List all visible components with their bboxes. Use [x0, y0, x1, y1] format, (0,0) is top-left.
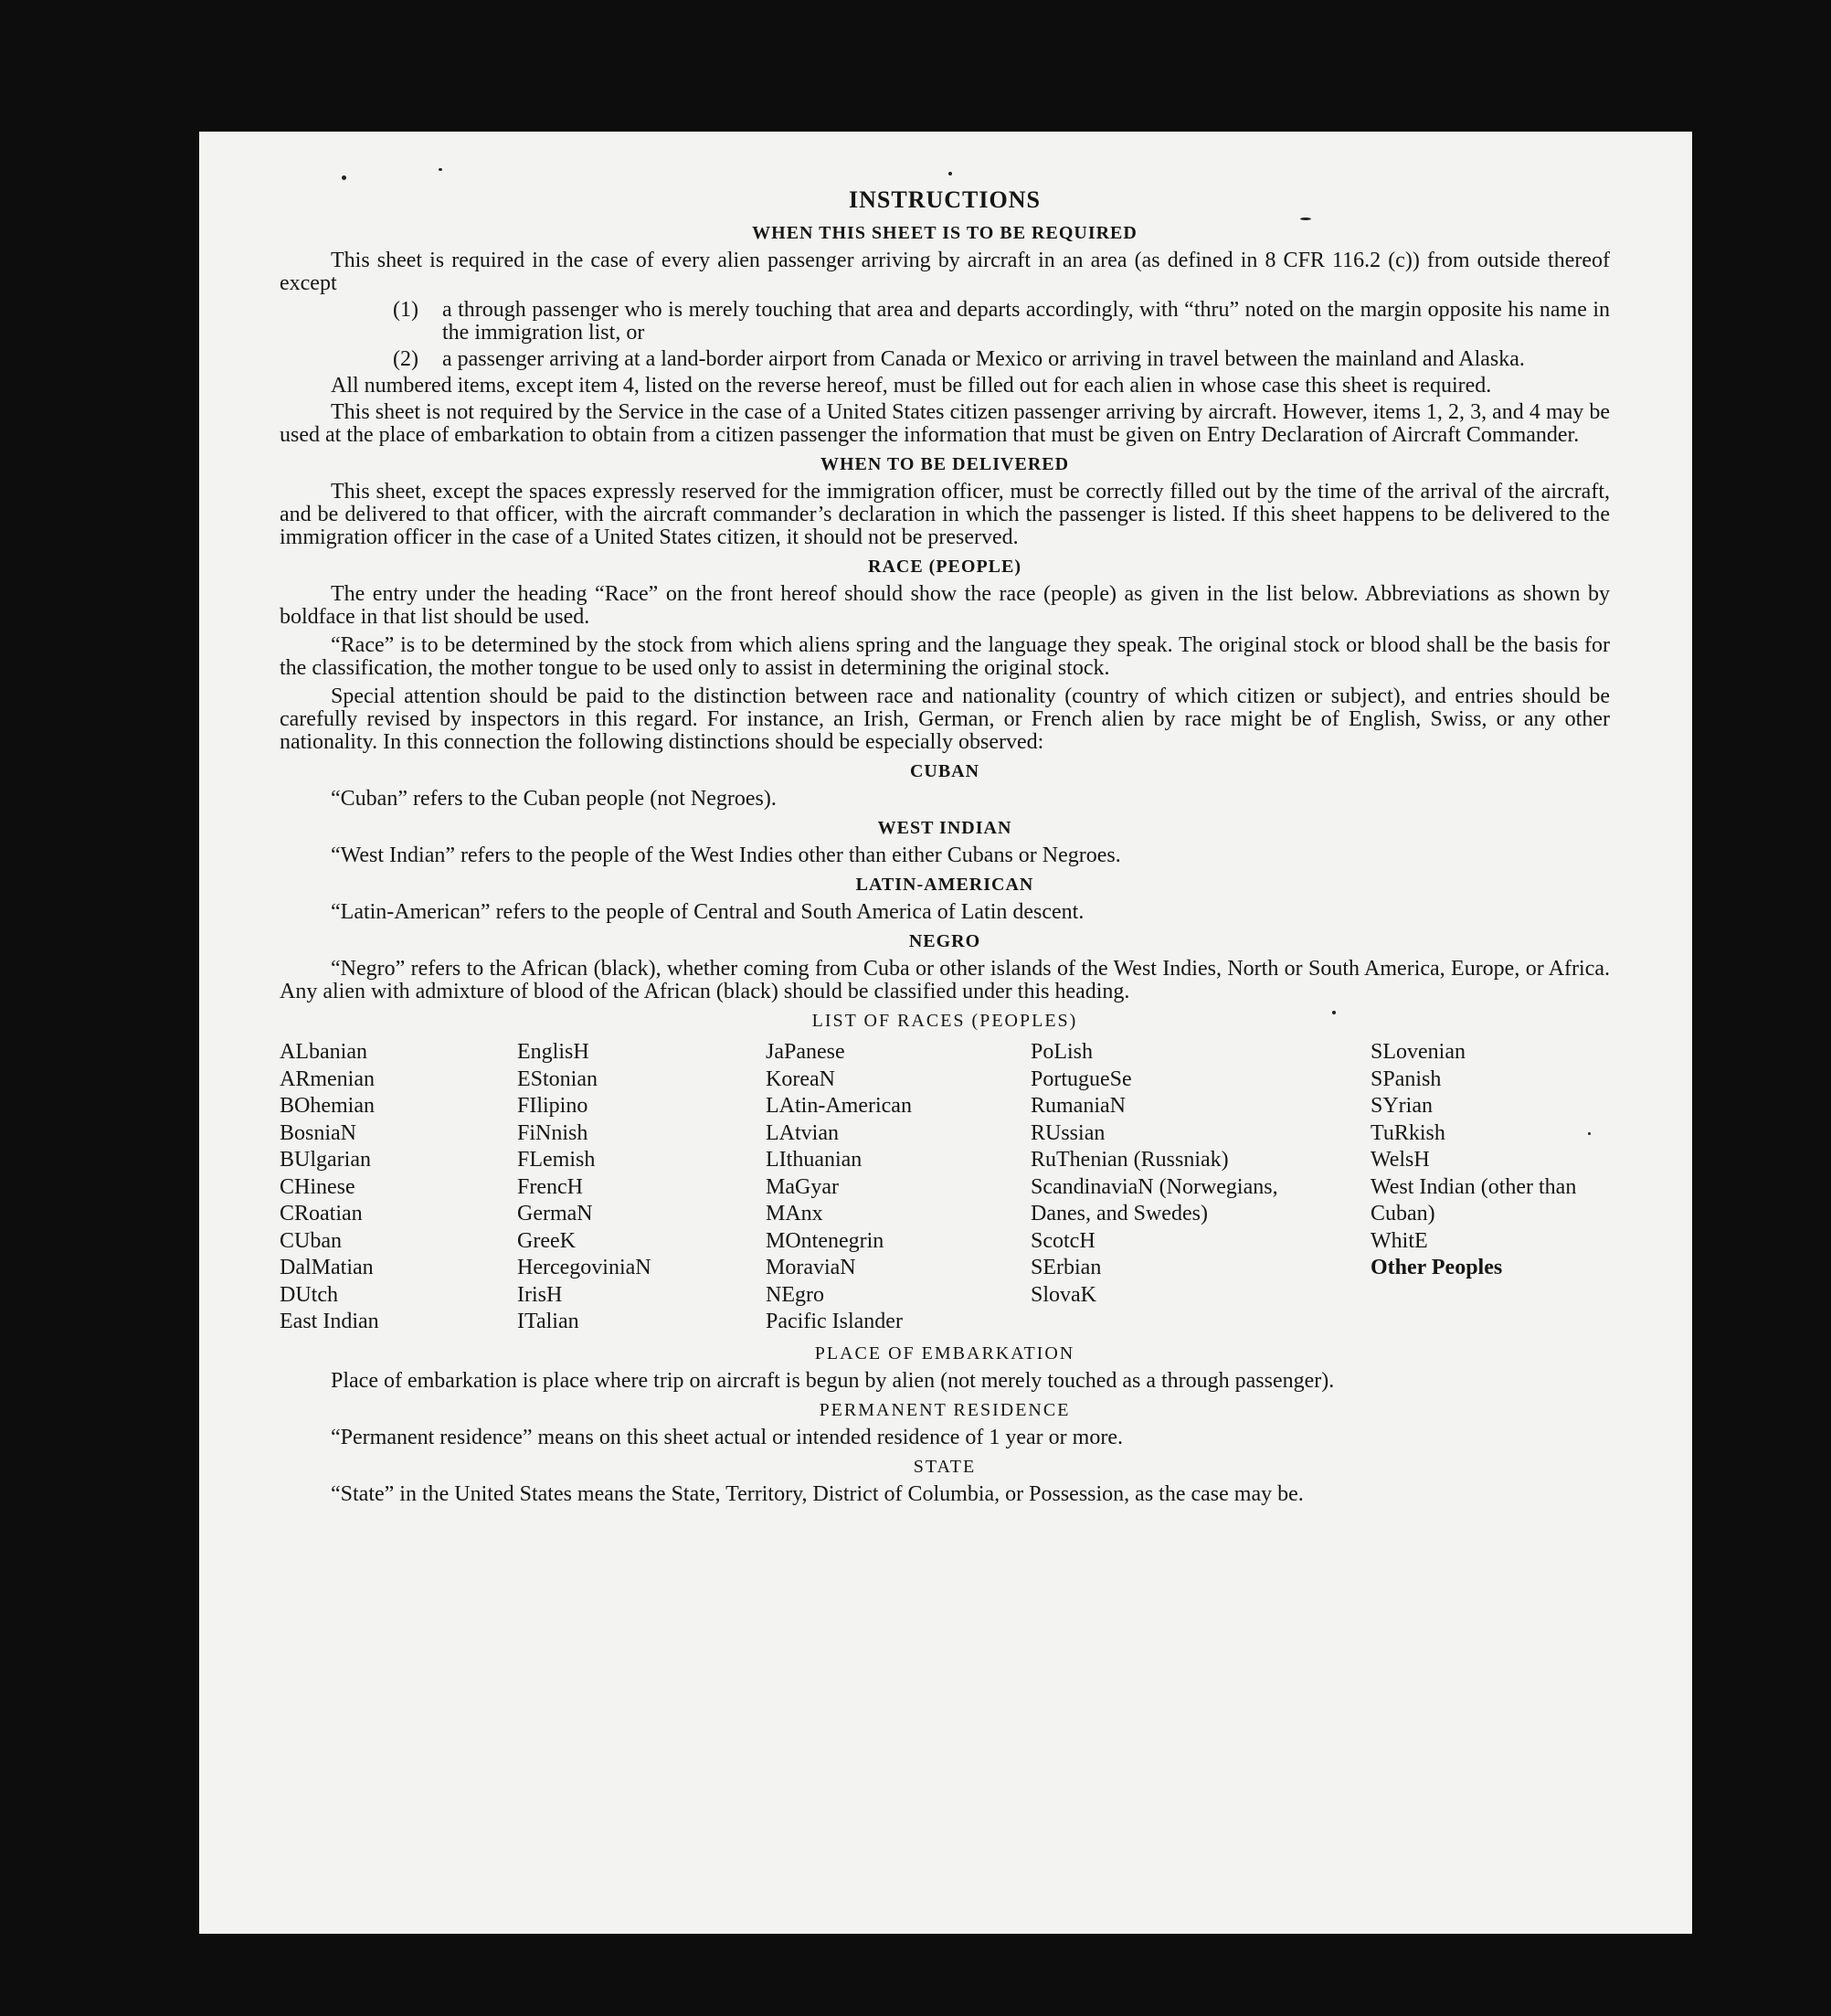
paragraph-west-indian: “West Indian” refers to the people of the West Indies other than either Cubans or Negroes.	[331, 844, 1121, 867]
heading-list-of-races: LIST OF RACES (PEOPLES)	[811, 1011, 1078, 1031]
race-entry: RUssian	[1031, 1120, 1106, 1145]
paragraph-when-delivered: This sheet, except the spaces expressly reserved for the immigration officer, must be correctly filled out by the time of the arrival of the aircraft, and be delivered to that officer, with the aircraft commander’s declaration in which the passenger is listed. If this sheet happens to be delivered to the immigration officer in the case of a United States citizen, it should not be preserved.	[280, 480, 1610, 549]
exception-item	[280, 299, 1610, 345]
race-entry: BosniaN	[280, 1120, 356, 1145]
race-entry: SErbian	[1031, 1256, 1102, 1279]
scan-speck	[342, 175, 346, 180]
race-entry: EStonian	[517, 1066, 598, 1091]
race-entry: BUlgarian	[280, 1148, 371, 1172]
exception-text: a passenger arriving at a land-border airport from Canada or Mexico or arriving in travel between the mainland and Alaska.	[442, 347, 1525, 371]
race-entry: MAnx	[766, 1202, 823, 1226]
heading-west-indian: WEST INDIAN	[877, 818, 1012, 838]
paragraph-negro: “Negro” refers to the African (black), whether coming from Cuba or other islands of the West Indies, North or South America, Europe, or Africa. Any alien with admixture of blood of the African (black) should be classified under this heading.	[280, 957, 1610, 1003]
race-entry: BOhemian	[280, 1094, 375, 1118]
heading-permanent-residence: PERMANENT RESIDENCE	[819, 1399, 1071, 1420]
paragraph-latin-american: “Latin-American” refers to the people of Central and South America of Latin descent.	[331, 900, 1085, 924]
race-column	[517, 1039, 766, 1336]
race-column	[1371, 1039, 1610, 1336]
paragraph-place-of-embarkation: Place of embarkation is place where trip on aircraft is begun by alien (not merely touched as a through passenger).	[331, 1368, 1335, 1393]
heading-latin-american: LATIN-AMERICAN	[855, 875, 1034, 895]
race-entry: East Indian	[280, 1310, 379, 1333]
race-entry: ARmenian	[280, 1066, 375, 1091]
race-column	[766, 1039, 1031, 1336]
paragraph-race-entry: The entry under the heading “Race” on the front hereof should show the race (people) as given in the list below. Abbreviations as shown by boldface in that list should be used.	[280, 582, 1610, 629]
race-entry: WhitE	[1371, 1228, 1428, 1253]
race-entry: SPanish	[1371, 1066, 1442, 1091]
race-entry: ScotcH	[1031, 1228, 1095, 1253]
heading-state: STATE	[913, 1456, 977, 1477]
paragraph-citizen: This sheet is not required by the Service in the case of a United States citizen passenger arriving by aircraft. However, items 1, 2, 3, and 4 may be used at the place of embarkation to obtain from a citizen passenger the information that must be given on Entry Declaration of Aircraft Commander.	[280, 400, 1610, 447]
race-entry: West Indian (other than Cuban)	[1371, 1174, 1577, 1226]
race-entry: CUban	[280, 1228, 342, 1253]
race-entry: PortugueSe	[1031, 1066, 1132, 1091]
race-entry: NEgro	[766, 1282, 824, 1307]
race-entry: LAtin-American	[766, 1094, 912, 1118]
race-entry: PoLish	[1031, 1040, 1094, 1064]
paragraph-numbered-items: All numbered items, except item 4, listed on the reverse hereof, must be filled out for each alien in whose case this sheet is required.	[331, 374, 1492, 398]
race-column	[280, 1039, 517, 1336]
paragraph-race-nationality: Special attention should be paid to the distinction between race and nationality (country of which citizen or subject), and entries should be carefully revised by inspectors in this regard. For instance, an Irish, German, or French alien by race might be of English, Swiss, or any other nationality. In this connection the following distinctions should be especially observed:	[280, 684, 1610, 754]
paragraph-race-definition: “Race” is to be determined by the stock from which aliens spring and the language they speak. The original stock or blood shall be the basis for the classification, the mother tongue to be used only to assist in determining the original stock.	[280, 633, 1610, 680]
paragraph-cuban: “Cuban” refers to the Cuban people (not Negroes).	[331, 787, 777, 811]
race-entry: RumaniaN	[1031, 1094, 1126, 1118]
race-entry: Other Peoples	[1371, 1256, 1503, 1279]
scan-speck	[439, 168, 442, 171]
race-entry: JaPanese	[766, 1040, 845, 1064]
race-entry: GermaN	[517, 1202, 593, 1226]
race-entry: DalMatian	[280, 1256, 374, 1279]
race-entry: FrencH	[517, 1174, 583, 1199]
race-entry: ALbanian	[280, 1040, 367, 1064]
race-entry: HercegoviniaN	[517, 1256, 651, 1279]
race-list	[280, 1039, 1610, 1336]
exception-number: (1)	[393, 298, 418, 322]
paragraph-permanent-residence: “Permanent residence” means on this sheet actual or intended residence of 1 year or more.	[331, 1425, 1123, 1449]
race-entry: ITalian	[517, 1310, 579, 1333]
paragraph-state: “State” in the United States means the State, Territory, District of Columbia, or Possession, as the case may be.	[331, 1481, 1304, 1506]
race-entry: MaGyar	[766, 1174, 839, 1199]
race-entry: SLovenian	[1371, 1040, 1466, 1064]
race-entry: CRoatian	[280, 1202, 363, 1226]
race-entry: CHinese	[280, 1174, 355, 1199]
heading-when-delivered: WHEN TO BE DELIVERED	[820, 454, 1070, 474]
race-entry: SlovaK	[1031, 1282, 1096, 1307]
race-entry: KoreaN	[766, 1066, 835, 1091]
race-entry: ScandinaviaN (Norwegians, Danes, and Swedes)	[1031, 1174, 1278, 1226]
race-entry: WelsH	[1371, 1148, 1430, 1172]
race-entry: LIthuanian	[766, 1148, 863, 1172]
race-entry: IrisH	[517, 1282, 563, 1307]
race-entry: FLemish	[517, 1148, 596, 1172]
race-entry: FiNnish	[517, 1120, 588, 1145]
heading-race: RACE (PEOPLE)	[868, 557, 1021, 577]
scan-speck	[1300, 218, 1311, 220]
race-entry: RuThenian (Russniak)	[1031, 1148, 1229, 1172]
heading-place-of-embarkation: PLACE OF EMBARKATION	[814, 1342, 1075, 1363]
race-entry: GreeK	[517, 1228, 576, 1253]
instruction-sheet	[199, 132, 1692, 1934]
race-entry: Pacific Islander	[766, 1310, 903, 1333]
race-entry: SYrian	[1371, 1094, 1433, 1118]
heading-cuban: CUBAN	[909, 761, 980, 781]
scan-speck	[948, 172, 952, 175]
race-entry: MOntenegrin	[766, 1228, 884, 1253]
page-title: INSTRUCTIONS	[849, 186, 1041, 213]
race-entry: EnglisH	[517, 1040, 589, 1064]
scan-speck	[1588, 1132, 1591, 1135]
paragraph-when-required: This sheet is required in the case of every alien passenger arriving by aircraft in an area (as defined in 8 CFR 116.2 (c)) from outside thereof except	[280, 249, 1610, 295]
race-entry: TuRkish	[1371, 1120, 1445, 1145]
exception-item	[280, 348, 1610, 371]
race-entry: DUtch	[280, 1282, 338, 1307]
race-entry: FIlipino	[517, 1094, 588, 1118]
scan-speck	[1332, 1011, 1336, 1014]
heading-when-required: WHEN THIS SHEET IS TO BE REQUIRED	[752, 223, 1138, 243]
race-entry: LAtvian	[766, 1120, 839, 1145]
exception-number: (2)	[393, 347, 418, 371]
race-column	[1031, 1039, 1371, 1336]
heading-negro: NEGRO	[908, 931, 981, 951]
exception-text: a through passenger who is merely touching that area and departs accordingly, with “thru” noted on the margin opposite his name in the immigration list, or	[442, 298, 1610, 345]
race-entry: MoraviaN	[766, 1256, 856, 1279]
